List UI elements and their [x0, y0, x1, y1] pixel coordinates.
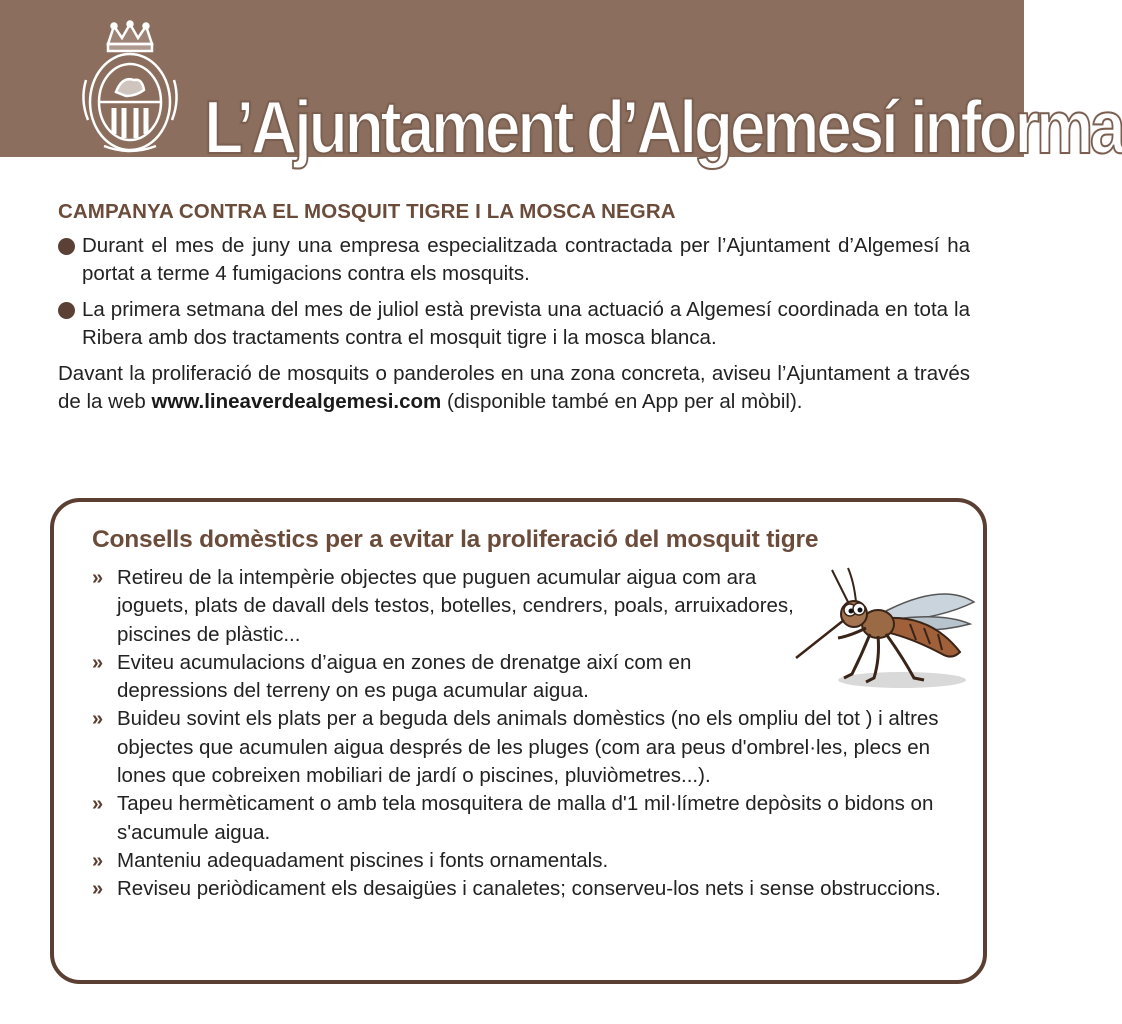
tip-text: Buideu sovint els plats per a beguda dels animals domèstics (no els ompliu del tot ) i altres objectes que acumulen aigua després de les pluges (com ara peus d'ombrel·les, plecs en lones que cobreixen mobiliari de jardí o piscines, pluviòmetres...).: [117, 707, 939, 788]
list-item: [92, 564, 804, 649]
advice-title: Consells domèstics per a evitar la proliferació del mosquit tigre: [92, 526, 819, 553]
bullet-dot-icon: [58, 302, 75, 319]
list-item: [92, 649, 804, 706]
chevron-bullet-icon: »: [92, 651, 104, 674]
paragraph-text-before: Davant la proliferació de mosquits o panderoles en una zona concreta, aviseu l’Ajuntament a través de la web: [58, 362, 970, 413]
tip-text: Tapeu hermèticament o amb tela mosquitera de malla d'1 mil·límetre depòsits o bidons on s'acumule aigua.: [117, 792, 934, 844]
advice-tips: [92, 564, 972, 904]
campaign-title: CAMPANYA CONTRA EL MOSQUIT TIGRE I LA MOSCA NEGRA: [58, 200, 676, 223]
list-item: [92, 875, 972, 903]
chevron-bullet-icon: »: [92, 567, 104, 589]
chevron-bullet-icon: »: [92, 708, 104, 731]
chevron-bullet-icon: »: [92, 793, 104, 816]
campaign-bullet-text: Durant el mes de juny una empresa especialitzada contractada per l’Ajuntament d’Algemesí ha portat a terme 4 fumigacions contra els mosquits.: [82, 234, 970, 285]
chevron-bullet-icon: »: [92, 878, 104, 901]
tip-text: Manteniu adequadament piscines i fonts ornamentals.: [117, 848, 609, 872]
tip-text: Eviteu acumulacions d’aigua en zones de drenatge així com en depressions del terreny on es puga acumular aigua.: [117, 650, 692, 703]
list-item: [92, 705, 972, 790]
campaign-bullet: [58, 296, 970, 352]
municipal-crest-icon: [78, 20, 182, 154]
header-title: L’Ajuntament d’Algemesí informa: [204, 85, 1122, 169]
list-item: [92, 790, 972, 847]
header-banner: [0, 0, 1122, 169]
list-item: [92, 847, 972, 875]
campaign-section: [58, 200, 970, 416]
campaign-paragraph: [58, 360, 970, 416]
advice-box: [50, 498, 987, 984]
paragraph-text-after: (disponible també en App per al mòbil).: [441, 390, 803, 413]
tip-text: Retireu de la intempèrie objectes que puguen acumular aigua com ara joguets, plats de davall dels testos, botelles, cendrers, poals, arruixadores, piscines de plàstic...: [117, 566, 794, 646]
tip-text: Reviseu periòdicament els desaigües i canaletes; conserveu-los nets i sense obstruccions.: [117, 877, 941, 901]
campaign-bullet-text: La primera setmana del mes de juliol està prevista una actuació a Algemesí coordinada en tota la Ribera amb dos tractaments contra el mosquit tigre i la mosca blanca.: [82, 298, 970, 349]
bullet-dot-icon: [58, 238, 75, 255]
chevron-bullet-icon: »: [92, 849, 104, 872]
website-link[interactable]: www.lineaverdealgemesi.com: [151, 390, 442, 413]
campaign-bullet: [58, 232, 970, 288]
